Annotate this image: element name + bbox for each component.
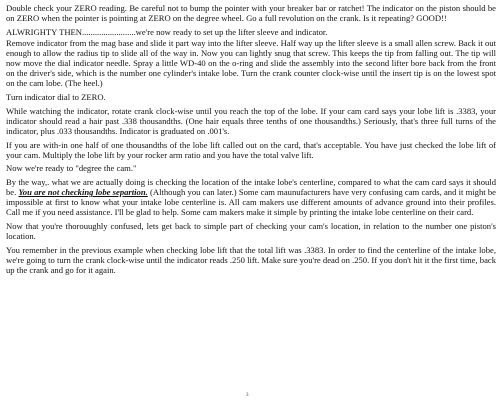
text-before-emphasis: By the way,. what we are actually doing is checking the location of the intake lobe's centerline, compared to what the cam card says it should be. — [6, 176, 496, 198]
paragraph-degree-cam: Now we're ready to "degree the cam." — [6, 163, 137, 174]
paragraph-centerline: You remember in the previous example when checking lobe lift that the total lift was .3383. In order to find the centerline of the intake lobe, we're going to turn the crank clock-wise until the indicator reads .250 lift. Make sure you're dead on .250. If you don't hit it the first time, back up the crank and go for it again. — [6, 244, 496, 275]
paragraph-zero-check: Double check your ZERO reading. Be careful not to bump the pointer with your breaker bar or ratchet! The indicator on the piston should be on ZERO when the pointer is pointing at ZERO on the degree wheel. Go a full revolution on the crank. Is it repeating? GOOD!! — [6, 3, 496, 24]
paragraph-alwrighty: ALWRIGHTY THEN.........................we're now ready to set up the lifter sleeve and indicator. — [6, 26, 328, 37]
text-after-emphasis: (Although you can later.) Some cam maunufacturers have very confusing cam cards, and it might be impossible at first to know what your intake lobe centerline is. All cam makers use different amounts of advance ground into their profiles. Call me if you need assistance. I'll be glad to help. Some cam makers make it simple by printing the intake lobe centerline on their card. — [6, 187, 496, 218]
paragraph-lobe-lift: While watching the indicator, rotate crank clock-wise until you reach the top of the lobe. If your cam card says your lobe lift is .3383, your indicator should read a hair past .338 thousandths. (One hair equals three tenths of one thousandths.) Seriously, that's three full turns of the indicator, plus .033 thousandths. Indicator is graduated on .001's. — [6, 105, 496, 136]
paragraph-zero-dial: Turn indicator dial to ZERO. — [6, 91, 106, 102]
emphasized-text: You are not checking lobe separtion. — [18, 187, 148, 198]
paragraph-confused: Now that you're thorouughly confused, lets get back to simple part of checking your cam's location, in relation to the number one piston's location. — [6, 220, 496, 242]
page-number: 3 — [246, 393, 249, 398]
paragraph-acceptable: If you are with-in one half of one thousandths of the lobe lift called out on the card, that's acceptable. You have just checked the lobe lift of your cam. Multiply the lobe lift by your rocker arm ratio and you have the total valve lift. — [6, 139, 496, 160]
paragraph-lifter-sleeve: Remove indicator from the mag base and slide it part way into the lifter sleeve. Half way up the lifter sleeve is a small allen screw. Back it out enough to allow the radius tip to slide all of the way in. Now you can lightly snug that screw. This keeps the tip from falling out. The tip will now move the dial indicator needle. Spray a little WD-40 on the o-ring and slide the assembly into the second lifter bore back from the front on the driver's side, which is the number one cylinder's intake lobe. Turn the crank counter clock-wise until the insert tip is on the lowest spot on the cam lobe. (The heel.) — [6, 37, 496, 89]
paragraph-by-the-way — [6, 177, 496, 217]
